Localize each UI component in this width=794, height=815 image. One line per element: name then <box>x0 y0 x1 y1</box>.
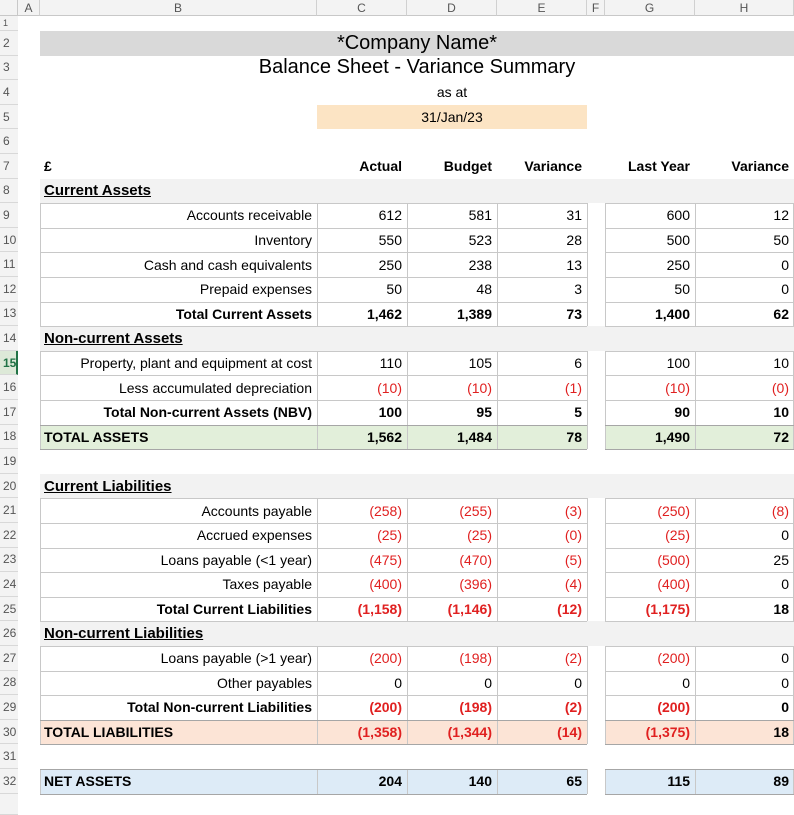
gridline <box>605 572 794 573</box>
sheet-title: Balance Sheet - Variance Summary <box>258 56 576 79</box>
gridline <box>40 695 587 696</box>
value-actual[interactable]: 0 <box>394 674 402 691</box>
gridline <box>587 769 588 794</box>
value-variance-ly[interactable]: 18 <box>773 601 789 618</box>
value-variance[interactable]: (5) <box>564 551 582 568</box>
value-variance-ly[interactable]: 12 <box>773 207 789 224</box>
value-last-year[interactable]: 90 <box>674 404 690 421</box>
value-actual[interactable]: 550 <box>378 232 402 249</box>
value-variance[interactable]: 6 <box>574 355 582 372</box>
section-heading-current-liabilities <box>40 474 317 499</box>
value-variance[interactable]: 13 <box>566 256 582 273</box>
gridline <box>695 351 696 449</box>
row-header-17[interactable]: 17 <box>0 400 18 425</box>
value-actual[interactable]: 50 <box>386 281 402 298</box>
value-budget[interactable]: (25) <box>467 527 492 544</box>
section-heading-non-current-assets <box>40 326 317 351</box>
gridline <box>605 400 794 401</box>
value-variance[interactable]: (2) <box>564 699 582 716</box>
value-actual[interactable]: (10) <box>377 379 402 396</box>
gridline <box>407 646 408 744</box>
value-last-year[interactable]: (200) <box>657 650 690 667</box>
value-variance-ly[interactable]: 10 <box>773 355 789 372</box>
row-label[interactable]: Loans payable (<1 year) <box>160 551 312 568</box>
total-border <box>40 794 587 795</box>
gridline <box>605 351 606 449</box>
gridline <box>407 498 408 621</box>
gridline <box>605 646 794 647</box>
gridline <box>40 302 587 303</box>
value-variance-ly[interactable]: 0 <box>781 256 789 273</box>
value-variance[interactable]: 65 <box>566 773 582 790</box>
row-label[interactable]: Prepaid expenses <box>199 281 312 298</box>
gridline <box>605 351 794 352</box>
gridline <box>605 498 606 621</box>
column-header-g[interactable]: G <box>605 0 695 16</box>
gridline <box>605 597 794 598</box>
gridline <box>605 498 794 499</box>
gridline <box>40 671 587 672</box>
value-variance[interactable]: 78 <box>566 428 582 445</box>
row-label[interactable]: Less accumulated depreciation <box>118 379 312 396</box>
gridline <box>40 351 587 352</box>
value-last-year[interactable]: 0 <box>682 674 690 691</box>
gridline <box>40 621 587 622</box>
value-budget[interactable]: 1,484 <box>456 428 492 445</box>
value-last-year[interactable]: 100 <box>666 355 690 372</box>
section-heading-text: Non-current Assets <box>44 329 183 347</box>
value-budget[interactable]: (1,146) <box>447 601 492 618</box>
row-header-33[interactable] <box>0 794 18 815</box>
company-name: *Company Name* <box>336 31 498 54</box>
row-label[interactable]: Total Current Assets <box>175 305 312 322</box>
select-all-corner[interactable] <box>0 0 18 16</box>
row-header-26[interactable]: 26 <box>0 621 18 646</box>
column-header-a[interactable]: A <box>18 0 40 16</box>
gridline <box>605 228 794 229</box>
row-label[interactable]: TOTAL ASSETS <box>44 428 149 445</box>
gridline <box>587 351 588 449</box>
row-header-31[interactable]: 31 <box>0 744 18 769</box>
total-border <box>605 794 794 795</box>
value-last-year[interactable]: 600 <box>666 207 690 224</box>
gridline <box>40 646 587 647</box>
row-header-30[interactable]: 30 <box>0 720 18 745</box>
gridline <box>605 523 794 524</box>
value-budget[interactable]: 140 <box>468 773 492 790</box>
gridline <box>40 523 587 524</box>
value-budget[interactable]: 1,389 <box>456 305 492 322</box>
value-actual[interactable]: (25) <box>377 527 402 544</box>
value-variance-ly[interactable]: 72 <box>773 428 789 445</box>
gridline <box>40 597 587 598</box>
value-budget[interactable]: 48 <box>476 281 492 298</box>
value-variance[interactable]: (2) <box>564 650 582 667</box>
currency-label: £ <box>44 158 52 175</box>
value-last-year[interactable]: 115 <box>667 773 690 790</box>
gridline <box>317 498 318 621</box>
value-variance-ly[interactable]: 89 <box>773 773 789 790</box>
column-title-last-year: Last Year <box>627 158 690 175</box>
total-border <box>40 449 587 450</box>
value-last-year[interactable]: (25) <box>665 527 690 544</box>
total-border <box>605 769 794 770</box>
row-header-19[interactable]: 19 <box>0 449 18 474</box>
total-border <box>605 720 794 721</box>
value-actual[interactable]: (475) <box>369 551 402 568</box>
total-border <box>40 720 587 721</box>
row-label[interactable]: NET ASSETS <box>44 773 132 790</box>
row-header-10[interactable]: 10 <box>0 228 18 253</box>
column-title-variance-ly: Variance <box>731 158 789 175</box>
row-label[interactable]: Property, plant and equipment at cost <box>80 355 312 372</box>
row-label[interactable]: Inventory <box>254 232 312 249</box>
value-variance-ly[interactable]: 50 <box>773 232 789 249</box>
value-budget[interactable]: (198) <box>459 699 492 716</box>
column-header-e[interactable]: E <box>497 0 587 16</box>
row-label[interactable]: Accounts receivable <box>186 207 312 224</box>
row-header-13[interactable]: 13 <box>0 302 18 327</box>
row-header-11[interactable]: 11 <box>0 252 18 277</box>
row-label[interactable]: Total Current Liabilities <box>156 601 312 618</box>
value-variance[interactable]: 5 <box>574 404 582 421</box>
gridline <box>605 203 606 326</box>
gridline <box>605 326 794 327</box>
row-header-1[interactable]: 1 <box>0 16 18 31</box>
value-variance-ly[interactable]: 0 <box>781 650 789 667</box>
gridline <box>695 203 696 326</box>
gridline <box>40 400 587 401</box>
value-last-year[interactable]: 1,490 <box>654 428 690 445</box>
total-border <box>40 744 587 745</box>
value-budget[interactable]: (198) <box>459 650 492 667</box>
value-variance[interactable]: 73 <box>566 305 582 322</box>
gridline <box>40 498 587 499</box>
value-variance[interactable]: 0 <box>574 674 582 691</box>
gridline <box>497 498 498 621</box>
total-border <box>40 425 587 426</box>
gridline <box>587 203 588 326</box>
row-header-12[interactable]: 12 <box>0 277 18 302</box>
value-actual[interactable]: (200) <box>369 699 402 716</box>
gridline <box>497 351 498 449</box>
gridline <box>605 646 606 744</box>
gridline <box>40 203 587 204</box>
row-header-2[interactable]: 2 <box>0 31 18 56</box>
gridline <box>40 375 587 376</box>
value-actual[interactable]: (258) <box>369 502 402 519</box>
row-header-15[interactable]: 15 <box>0 351 18 376</box>
gridline <box>605 671 794 672</box>
column-header-c[interactable]: C <box>317 0 407 16</box>
gridline <box>605 277 794 278</box>
row-header-29[interactable]: 29 <box>0 695 18 720</box>
value-last-year[interactable]: 50 <box>674 281 690 298</box>
gridline <box>695 646 696 744</box>
row-header-8[interactable]: 8 <box>0 179 18 204</box>
gridline <box>605 375 794 376</box>
gridline <box>587 646 588 744</box>
gridline <box>40 572 587 573</box>
row-label[interactable]: Accrued expenses <box>196 527 312 544</box>
row-label[interactable]: Cash and cash equivalents <box>143 256 312 273</box>
value-actual[interactable]: 100 <box>378 404 402 421</box>
gridline <box>40 646 41 744</box>
gridline <box>605 302 794 303</box>
value-last-year[interactable]: 500 <box>666 232 690 249</box>
column-title-budget: Budget <box>443 158 492 175</box>
row-header-16[interactable]: 16 <box>0 375 18 400</box>
row-header-24[interactable]: 24 <box>0 572 18 597</box>
value-budget[interactable]: (255) <box>459 502 492 519</box>
value-variance[interactable]: (12) <box>557 601 582 618</box>
column-header-h[interactable]: H <box>695 0 794 16</box>
value-budget[interactable]: 238 <box>468 256 492 273</box>
gridline <box>605 252 794 253</box>
gridline <box>40 548 587 549</box>
column-title-actual: Actual <box>359 158 402 175</box>
row-label[interactable]: Accounts payable <box>201 502 312 519</box>
value-variance[interactable]: (14) <box>557 724 582 741</box>
gridline <box>695 769 696 794</box>
value-variance-ly[interactable]: 0 <box>781 674 789 691</box>
value-last-year[interactable]: (250) <box>657 502 690 519</box>
row-header-3[interactable]: 3 <box>0 56 18 81</box>
gridline <box>317 646 318 744</box>
value-actual[interactable]: 1,462 <box>366 305 402 322</box>
row-label[interactable]: Other payables <box>217 674 312 691</box>
value-actual[interactable]: 110 <box>379 355 402 372</box>
column-title-variance: Variance <box>524 158 582 175</box>
gridline <box>407 203 408 326</box>
value-last-year[interactable]: (1,375) <box>645 724 690 741</box>
value-last-year[interactable]: (200) <box>657 699 690 716</box>
gridline <box>605 769 606 794</box>
row-header-14[interactable]: 14 <box>0 326 18 351</box>
value-actual[interactable]: 250 <box>378 256 402 273</box>
row-label[interactable]: TOTAL LIABILITIES <box>44 724 174 741</box>
value-last-year[interactable]: 1,400 <box>654 305 690 322</box>
gridline <box>40 277 587 278</box>
value-actual[interactable]: (1,358) <box>357 724 402 741</box>
column-header-d[interactable]: D <box>407 0 497 16</box>
value-actual[interactable]: (400) <box>369 576 402 593</box>
gridline <box>695 498 696 621</box>
value-last-year[interactable]: (500) <box>657 551 690 568</box>
value-last-year[interactable]: (1,175) <box>645 601 690 618</box>
value-budget[interactable]: 523 <box>468 232 492 249</box>
report-date[interactable]: 31/Jan/23 <box>421 109 483 126</box>
section-heading-text: Non-current Liabilities <box>44 625 204 643</box>
gridline <box>40 769 41 794</box>
value-variance[interactable]: (0) <box>564 527 582 544</box>
gridline <box>40 228 587 229</box>
gridline <box>407 769 408 794</box>
value-last-year[interactable]: (10) <box>665 379 690 396</box>
value-variance-ly[interactable]: 0 <box>781 576 789 593</box>
value-variance[interactable]: (4) <box>564 576 582 593</box>
value-actual[interactable]: 204 <box>378 773 402 790</box>
total-border <box>605 744 794 745</box>
section-heading-text: Current Liabilities <box>44 477 172 495</box>
section-heading-current-assets <box>40 179 317 204</box>
gridline <box>605 621 794 622</box>
row-header-27[interactable]: 27 <box>0 646 18 671</box>
row-header-28[interactable]: 28 <box>0 671 18 696</box>
gridline <box>317 351 318 449</box>
value-variance-ly[interactable]: (0) <box>771 379 789 396</box>
row-header-25[interactable]: 25 <box>0 597 18 622</box>
value-variance-ly[interactable]: (8) <box>771 502 789 519</box>
value-budget[interactable]: 581 <box>468 207 492 224</box>
column-header-f[interactable]: F <box>587 0 605 16</box>
row-header-21[interactable]: 21 <box>0 498 18 523</box>
total-border <box>605 425 794 426</box>
gridline <box>40 203 41 326</box>
value-variance[interactable]: 28 <box>566 232 582 249</box>
value-variance[interactable]: 3 <box>574 281 582 298</box>
row-header-5[interactable]: 5 <box>0 105 18 130</box>
value-budget[interactable]: 105 <box>468 355 492 372</box>
as-at-label: as at <box>436 84 468 101</box>
gridline <box>40 252 587 253</box>
gridline <box>605 548 794 549</box>
value-variance-ly[interactable]: 62 <box>773 305 789 322</box>
value-actual[interactable]: (1,158) <box>357 601 402 618</box>
gridline <box>407 351 408 449</box>
value-variance-ly[interactable]: 0 <box>781 527 789 544</box>
value-variance-ly[interactable]: 0 <box>781 281 789 298</box>
row-header-23[interactable]: 23 <box>0 548 18 573</box>
gridline <box>40 326 587 327</box>
gridline <box>605 695 794 696</box>
total-border <box>40 769 587 770</box>
gridline <box>40 498 41 621</box>
value-variance[interactable]: (1) <box>564 379 582 396</box>
row-label[interactable]: Total Non-current Assets (NBV) <box>103 404 312 421</box>
row-header-18[interactable]: 18 <box>0 425 18 450</box>
value-budget[interactable]: (470) <box>459 551 492 568</box>
gridline <box>587 498 588 621</box>
value-variance-ly[interactable]: 25 <box>773 551 789 568</box>
gridline <box>317 769 318 794</box>
gridline <box>40 351 41 449</box>
value-last-year[interactable]: (400) <box>657 576 690 593</box>
value-variance[interactable]: (3) <box>564 502 582 519</box>
row-header-6[interactable]: 6 <box>0 129 18 154</box>
row-header-22[interactable]: 22 <box>0 523 18 548</box>
value-budget[interactable]: (10) <box>467 379 492 396</box>
value-budget[interactable]: 0 <box>484 674 492 691</box>
row-label[interactable]: Loans payable (>1 year) <box>160 650 312 667</box>
total-border <box>605 449 794 450</box>
row-header-7[interactable]: 7 <box>0 154 18 179</box>
value-variance[interactable]: 31 <box>566 207 582 224</box>
value-actual[interactable]: 612 <box>378 207 402 224</box>
row-header-9[interactable]: 9 <box>0 203 18 228</box>
value-budget[interactable]: (396) <box>459 576 492 593</box>
column-header-b[interactable]: B <box>40 0 317 16</box>
row-label[interactable]: Total Non-current Liabilities <box>127 699 312 716</box>
section-heading-text: Current Assets <box>44 182 151 200</box>
value-variance-ly[interactable]: 10 <box>773 404 789 421</box>
value-budget[interactable]: 95 <box>476 404 492 421</box>
value-variance-ly[interactable]: 0 <box>781 699 789 716</box>
gridline <box>605 203 794 204</box>
value-actual[interactable]: (200) <box>369 650 402 667</box>
gridline <box>317 203 318 326</box>
gridline <box>497 769 498 794</box>
row-header-4[interactable]: 4 <box>0 80 18 105</box>
row-header-32[interactable]: 32 <box>0 769 18 794</box>
row-label[interactable]: Taxes payable <box>222 576 312 593</box>
gridline <box>497 203 498 326</box>
gridline <box>497 646 498 744</box>
value-last-year[interactable]: 250 <box>666 256 690 273</box>
value-variance-ly[interactable]: 18 <box>773 724 789 741</box>
value-actual[interactable]: 1,562 <box>366 428 402 445</box>
row-header-20[interactable]: 20 <box>0 474 18 499</box>
value-budget[interactable]: (1,344) <box>447 724 492 741</box>
section-heading-non-current-liabilities <box>40 621 317 646</box>
